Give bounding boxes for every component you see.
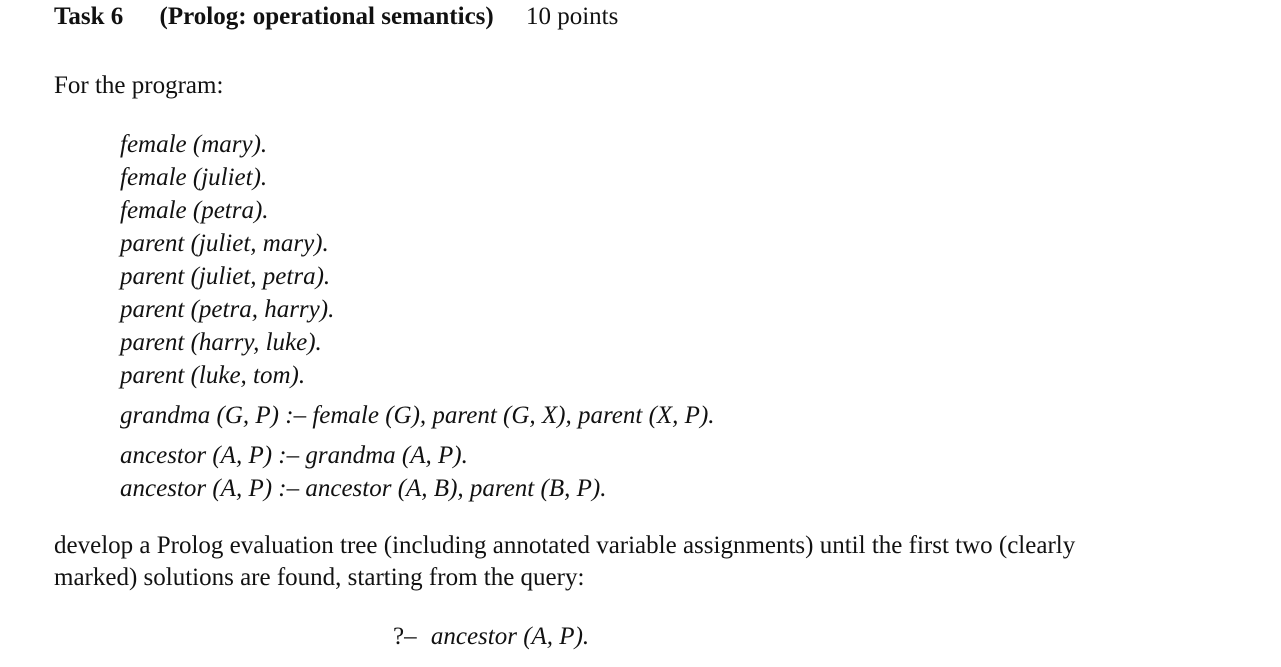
- program-fact: female (juliet).: [120, 164, 268, 191]
- intro-text: For the program:: [54, 72, 224, 99]
- task-points: 10 points: [525, 3, 619, 30]
- description-line: marked) solutions are found, starting from the query:: [54, 564, 585, 591]
- task-title: (Prolog: operational semantics): [159, 3, 494, 30]
- description-line: develop a Prolog evaluation tree (including annotated variable assignments) until the first two (clearly: [54, 532, 1076, 559]
- program-fact: parent (juliet, mary).: [120, 230, 329, 257]
- query-goal: ancestor (A, P).: [430, 623, 590, 650]
- task-description: [54, 530, 1254, 594]
- program-fact: parent (luke, tom).: [120, 362, 306, 389]
- program-fact: parent (harry, luke).: [120, 329, 322, 356]
- program-rule: grandma (G, P) :– female (G), parent (G, X), parent (X, P).: [120, 402, 715, 429]
- task-heading: [54, 0, 618, 34]
- program-fact: parent (juliet, petra).: [120, 263, 331, 290]
- program-rule: ancestor (A, P) :– grandma (A, P).: [120, 442, 468, 469]
- query-prompt: ?–: [393, 623, 417, 650]
- program-fact: female (mary).: [120, 131, 268, 158]
- program-rule: ancestor (A, P) :– ancestor (A, B), parent (B, P).: [120, 475, 607, 502]
- task-label: Task 6: [54, 3, 124, 30]
- program-fact: parent (petra, harry).: [120, 296, 335, 323]
- prolog-program: [120, 128, 715, 505]
- prolog-query: [393, 620, 589, 654]
- program-fact: female (petra).: [120, 197, 269, 224]
